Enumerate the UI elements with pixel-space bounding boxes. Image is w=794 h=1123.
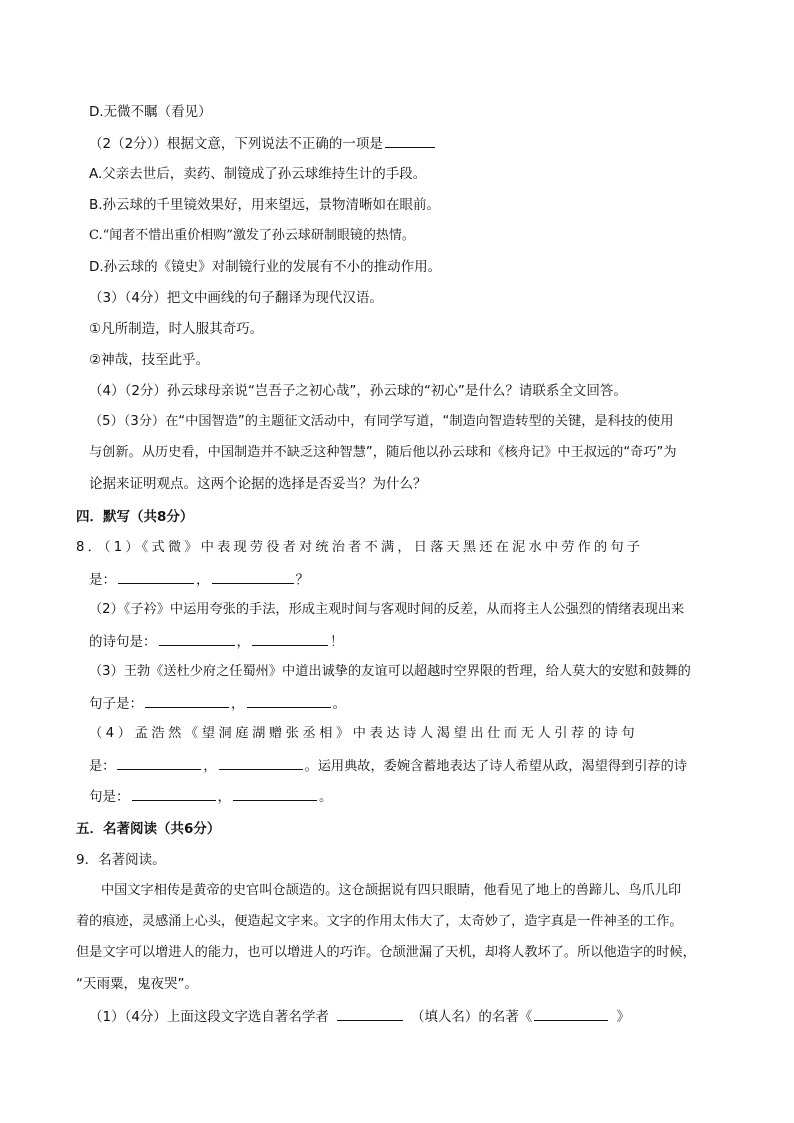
punct: 。 — [319, 789, 333, 805]
label: 的诗句是： — [89, 634, 157, 650]
option-d-prev: D.无微不瞩（看见） — [89, 104, 212, 120]
answer-blank[interactable] — [212, 569, 294, 584]
question-8-line1: 8．（1）《式微》中表现劳役者对统治者不满，日落天黑还在泥水中劳作的句子 — [76, 540, 644, 555]
answer-blank[interactable] — [247, 693, 331, 708]
answer-blank[interactable] — [337, 1006, 403, 1021]
question-8-3-line2 — [89, 693, 346, 714]
sub-question-2 — [89, 133, 437, 154]
punct: ！ — [330, 634, 344, 650]
comma: ， — [231, 696, 245, 712]
answer-blank[interactable] — [118, 569, 194, 584]
option-a: A.父亲去世后，卖药、制镜成了孙云球维持生计的手段。 — [89, 166, 427, 182]
label: 是： — [89, 759, 116, 774]
answer-blank[interactable] — [132, 786, 216, 801]
comma: ， — [236, 634, 250, 650]
label: 句是： — [89, 789, 130, 805]
question-9: 9．名著阅读。 — [76, 852, 166, 868]
question-8-3-line1: （3）王勃《送杜少府之任蜀州》中道出诚挚的友谊可以超越时空界限的哲理，给人莫大的安慰和鼓舞的 — [89, 664, 691, 679]
comma: ， — [203, 759, 217, 774]
label: 是： — [89, 572, 116, 588]
passage-line4: “天雨粟，鬼夜哭”。 — [76, 976, 198, 992]
sub-question-2-text: （2（2分））根据文意，下列说法不正确的一项是 — [89, 136, 383, 152]
comma: ， — [217, 789, 231, 805]
sentence-2: ②神哉，技至此乎。 — [89, 352, 210, 368]
question-8-4-line3 — [89, 786, 333, 807]
answer-blank[interactable] — [145, 693, 229, 708]
sub-question-5-line3: 论据来证明观点。这两个论据的选择是否妥当？为什么？ — [89, 476, 427, 492]
question-8-4-line1: （4）孟浩然《望洞庭湖赠张丞相》中表达诗人渴望出仕而无人引荐的诗句 — [89, 726, 639, 741]
answer-blank[interactable] — [233, 786, 317, 801]
question-9-1 — [89, 1006, 630, 1027]
answer-blank[interactable] — [117, 755, 201, 770]
sub-question-5-line2: 与创新。从历史看，中国制造并不缺乏这种智慧”，随后他以孙云球和《核舟记》中王叔远的“奇巧”为 — [89, 445, 677, 460]
passage-line2: 着的痕迹，灵感涌上心头，便造起文字来。文字的作用太伟大了，太奇妙了，造字真是一件神圣的工作。 — [76, 914, 683, 929]
answer-blank[interactable] — [534, 1006, 608, 1021]
question-8-2-line2 — [89, 631, 344, 652]
punct: ？ — [295, 572, 309, 588]
option-b: B.孙云球的千里镜效果好，用来望远，景物清晰如在眼前。 — [89, 197, 441, 213]
punct: 。 — [332, 696, 346, 712]
answer-blank[interactable] — [385, 133, 435, 148]
sub-question-4: （4）（2分）孙云球母亲说“岂吾子之初心哉”，孙云球的“初心”是什么？请联系全文回答。 — [89, 383, 627, 399]
answer-blank[interactable] — [159, 631, 235, 646]
sentence-text: 。运用典故，委婉含蓄地表达了诗人希望从政，渴望得到引荐的诗 — [304, 759, 687, 774]
question-8-2-line1: （2）《子衿》中运用夸张的手法，形成主观时间与客观时间的反差，从而将主人公强烈的情绪表现出来 — [89, 602, 685, 617]
option-d: D.孙云球的《镜史》对制镜行业的发展有不小的推动作用。 — [89, 259, 442, 275]
question-8-line2 — [89, 569, 309, 590]
answer-blank[interactable] — [219, 755, 303, 770]
sub-question-3: （3）（4分）把文中画线的句子翻译为现代汉语。 — [89, 290, 383, 306]
question-9-1-text: （1）（4分）上面这段文字选自著名学者 — [89, 1009, 329, 1025]
section-4-heading: 四．默写（共8分） — [76, 509, 194, 525]
answer-blank[interactable] — [252, 631, 328, 646]
sentence-1: ①凡所制造，时人服其奇巧。 — [89, 321, 264, 337]
passage-line1: 中国文字相传是黄帝的史官叫仓颉造的。这仓颉据说有四只眼睛，他看见了地上的兽蹄儿、鸟爪儿印 — [101, 883, 682, 898]
label: 句子是： — [89, 696, 143, 712]
comma: ， — [196, 572, 210, 588]
sub-question-5-line1: （5）（3分）在“中国智造”的主题征文活动中，有同学写道，“制造向智造转型的关键，是科技的使用 — [89, 414, 674, 429]
option-c: C.“闻者不惜出重价相购”激发了孙云球研制眼镜的热情。 — [89, 228, 415, 243]
question-9-1-text2: （填人名）的名著《 — [410, 1009, 533, 1025]
question-8-4-line2 — [89, 755, 687, 777]
passage-line3: 但是文字可以增进人的能力，也可以增进人的巧诈。仓颉泄漏了天机，却将人教坏了。所以他造字的时候， — [76, 945, 696, 960]
close-bracket: 》 — [616, 1009, 630, 1025]
section-5-heading: 五．名著阅读（共6分） — [76, 821, 221, 837]
